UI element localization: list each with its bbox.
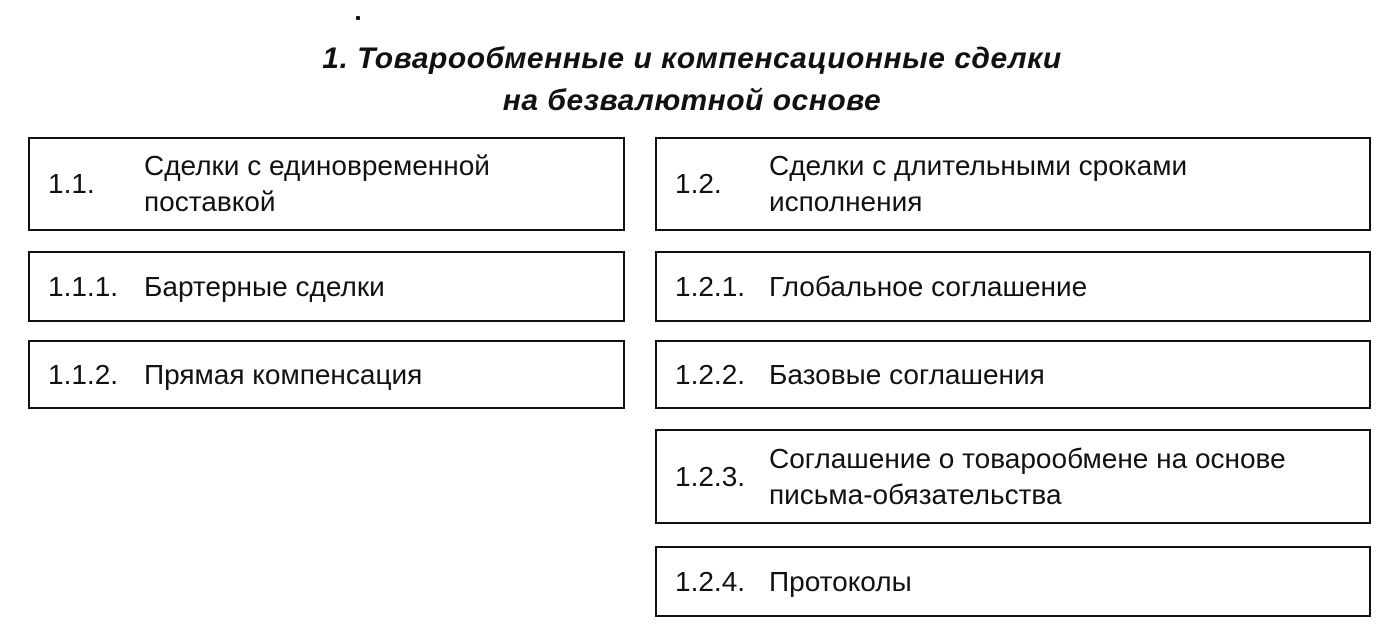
box-number: 1.2.4. [675, 565, 746, 597]
box-text: Базовые соглашения [769, 358, 1045, 390]
box-number: 1.1.1. [48, 270, 119, 302]
box-number: 1.2.1. [675, 270, 746, 302]
box-text: Глобальное соглашение [769, 270, 1088, 302]
box-1-1-2 [28, 340, 625, 409]
diagram-title [0, 38, 1384, 122]
box-1-2-3 [655, 429, 1371, 524]
box-text: Сделки с единовременной поставкой [144, 150, 490, 217]
box-text: Протоколы [769, 565, 912, 597]
box-text: Сделки с длительными сроками исполнения [769, 150, 1188, 217]
box-number: 1.2.2. [675, 358, 746, 390]
scan-speck [356, 16, 360, 20]
box-number: 1.1.2. [48, 358, 119, 390]
box-text: Соглашение о товарообмене на основе письма-обязательства [769, 442, 1286, 510]
box-1-1-1 [28, 251, 625, 322]
title-line-1: 1. Товарообменные и компенсационные сделки [322, 42, 1062, 75]
box-1-2 [655, 137, 1371, 231]
box-1-2-1 [655, 251, 1371, 322]
box-1-2-2 [655, 340, 1371, 409]
box-text: Бартерные сделки [144, 270, 385, 302]
box-number: 1.1. [48, 168, 95, 199]
box-number: 1.2. [675, 168, 722, 199]
box-1-1 [28, 137, 625, 231]
box-number: 1.2.3. [675, 460, 746, 492]
box-1-2-4 [655, 546, 1371, 617]
box-text: Прямая компенсация [144, 358, 423, 390]
title-line-2: на безвалютной основе [502, 84, 882, 117]
